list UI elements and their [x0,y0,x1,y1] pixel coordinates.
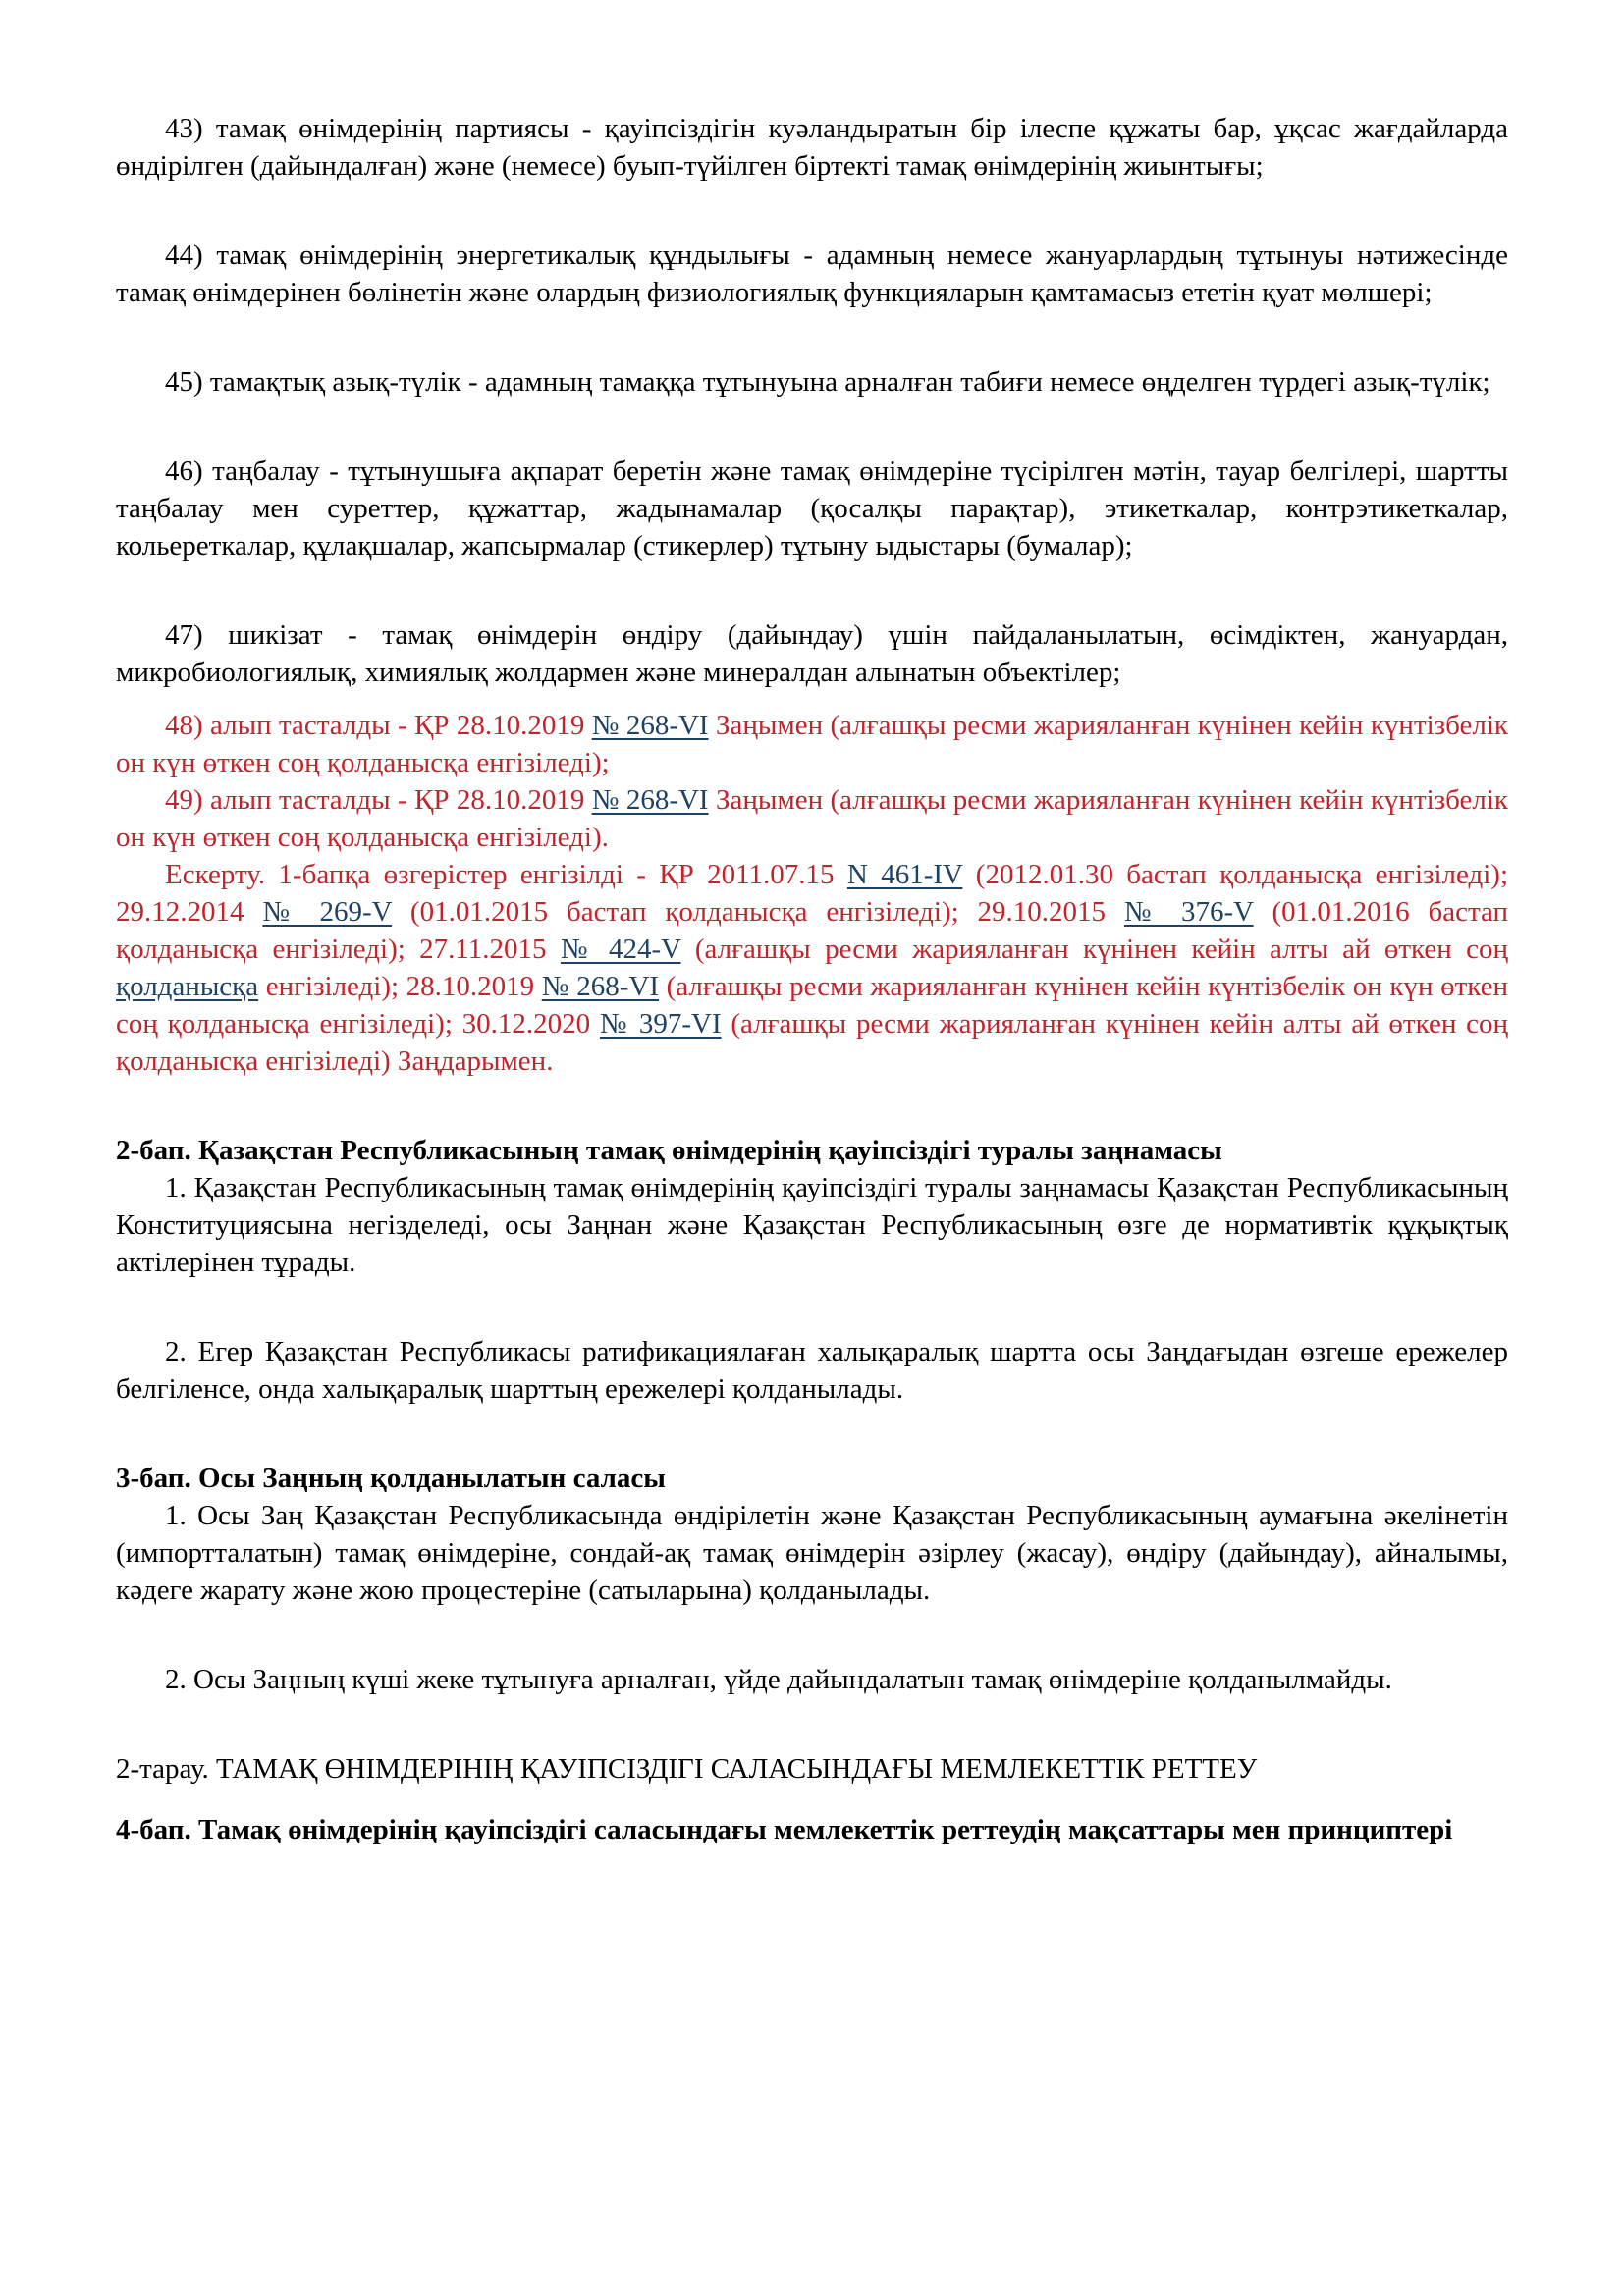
amendment-item-48 [116,707,1508,781]
chapter-2-heading: 2-тарау. ТАМАҚ ӨНІМДЕРІНІҢ ҚАУІПСІЗДІГІ САЛАСЫНДАҒЫ МЕМЛЕКЕТТІК РЕТТЕУ [116,1753,1258,1785]
article-3-para-2: 2. Осы Заңның күші жеке тұтынуға арналған, үйде дайындалатын тамақ өнімдеріне қолданылмайды. [165,1664,1392,1695]
amendment-text: Заңымен (алғашқы ресми жарияланған күнінен кейін күнтізбелік он күн өткен соң қолданысқа енгізіледі). [116,784,1508,853]
law-document-page [116,110,1508,1848]
amendment-text: 49) алып тасталды - ҚР 28.10.2019 [165,784,592,816]
article-2-heading: 2-бап. Қазақстан Республикасының тамақ өнімдерінің қауіпсіздігі туралы заңнамасы [116,1135,1222,1166]
term-item-43: 43) тамақ өнімдерінің партиясы - қауіпсіздігін куәландыратын бір ілеспе құжаты бар, ұқсас жағдайларда өндірілген (дайындалған) және (немесе) буып-түйілген біртекті тамақ өнімдерінің жиынтығы; [116,113,1508,182]
article-3-para-1: 1. Осы Заң Қазақстан Республикасында өндірілетін және Қазақстан Республикасының аумағына әкелінетін (импортталатын) тамақ өнімдеріне, сондай-ақ тамақ өнімдерін әзірлеу (жасау), өндіру (дайындау), айналымы, кәдеге жарату және жою процестеріне (сатыларына) қолданылады. [116,1500,1508,1606]
amendment-text: енгізіледі); 28.10.2019 [258,971,542,1002]
amendment-text: (алғашқы ресми жарияланған күнінен кейін күнтізбелік он күн өткен соң қолданысқа енгізіледі); 30.12.2020 [116,971,1508,1040]
law-link[interactable]: қолданысқа [116,971,259,1002]
article-3-heading: 3-бап. Осы Заңның қолданылатын саласы [116,1463,666,1494]
law-link[interactable]: № 376-V [1123,896,1254,928]
amendments-block [116,707,1508,1080]
law-link[interactable]: № 424-V [560,934,681,965]
amendment-text: (алғашқы ресми жарияланған күнінен кейін алты ай өткен соң қолданысқа енгізіледі) Заңдарымен. [116,1008,1508,1077]
law-link[interactable]: N 461-IV [846,859,963,890]
article-4-heading: 4-бап. Тамақ өнімдерінің қауіпсіздігі саласындағы мемлекеттік реттеудің мақсаттары мен принциптері [116,1814,1453,1845]
amendment-text: Заңымен (алғашқы ресми жарияланған күнінен кейін күнтізбелік он күн өткен соң қолданысқа енгізіледі); [116,710,1508,778]
article-3 [116,1460,1508,1698]
term-item-44: 44) тамақ өнімдерінің энергетикалық құндылығы - адамның немесе жануарлардың тұтынуы нәтижесінде тамақ өнімдерінен бөлінетін және олардың физиологиялық функцияларын қамтамасыз ететін қуат мөлшері; [116,240,1508,308]
amendment-text: (2012.01.30 бастап қолданысқа енгізіледі); 29.12.2014 [116,859,1508,928]
amendment-note [116,856,1508,1080]
amendment-text: (01.01.2015 бастап қолданысқа енгізіледі); 29.10.2015 [392,896,1124,928]
term-item-45: 45) тамақтық азық-түлік - адамның тамаққа тұтынуына арналған табиғи немесе өңделген түрдегі азық-түлік; [165,366,1490,398]
amendment-text: (01.01.2016 бастап қолданысқа енгізіледі); 27.11.2015 [116,896,1509,965]
article-2-para-2: 2. Егер Қазақстан Республикасы ратификациялаған халықаралық шартта осы Заңдағыдан өзгеше ережелер белгіленсе, онда халықаралық шарттың ережелері қолданылады. [116,1336,1508,1405]
amendment-text: Ескерту. 1-бапқа өзгерістер енгізілді - ҚР 2011.07.15 [165,859,847,890]
law-link[interactable]: № 268-VI [541,971,660,1002]
terms-section [116,110,1508,691]
article-2 [116,1132,1508,1408]
amendment-item-49 [116,781,1508,856]
article-2-para-1: 1. Қазақстан Республикасының тамақ өнімдерінің қауіпсіздігі туралы заңнамасы Қазақстан Республикасының Конституциясына негізделеді, осы Заңнан және Қазақстан Республикасының өзге де нормативтік құқықтық актілерінен тұрады. [116,1172,1508,1278]
law-link[interactable]: № 268-VI [591,784,709,816]
amendment-text: (алғашқы ресми жарияланған күнінен кейін алты ай өткен соң [680,934,1508,965]
law-link[interactable]: № 268-VI [591,710,709,741]
term-item-47: 47) шикізат - тамақ өнімдерін өндіру (дайындау) үшін пайдаланылатын, өсімдіктен, жануардан, микробиологиялық, химиялық жолдармен және минералдан алынатын объектілер; [116,619,1508,688]
amendment-text: 48) алып тасталды - ҚР 28.10.2019 [165,710,592,741]
term-item-46: 46) таңбалау - тұтынушыға ақпарат беретін және тамақ өнімдеріне түсірілген мәтін, тауар белгілері, шартты таңбалау мен суреттер, құжаттар, жадынамалар (қосалқы парақтар), этикеткалар, контрэтикеткалар, кольереткалар, құлақшалар, жапсырмалар (стикерлер) тұтыну ыдыстары (бумалар); [116,455,1508,561]
law-link[interactable]: № 397-VI [599,1008,722,1040]
law-link[interactable]: № 269-V [262,896,393,928]
